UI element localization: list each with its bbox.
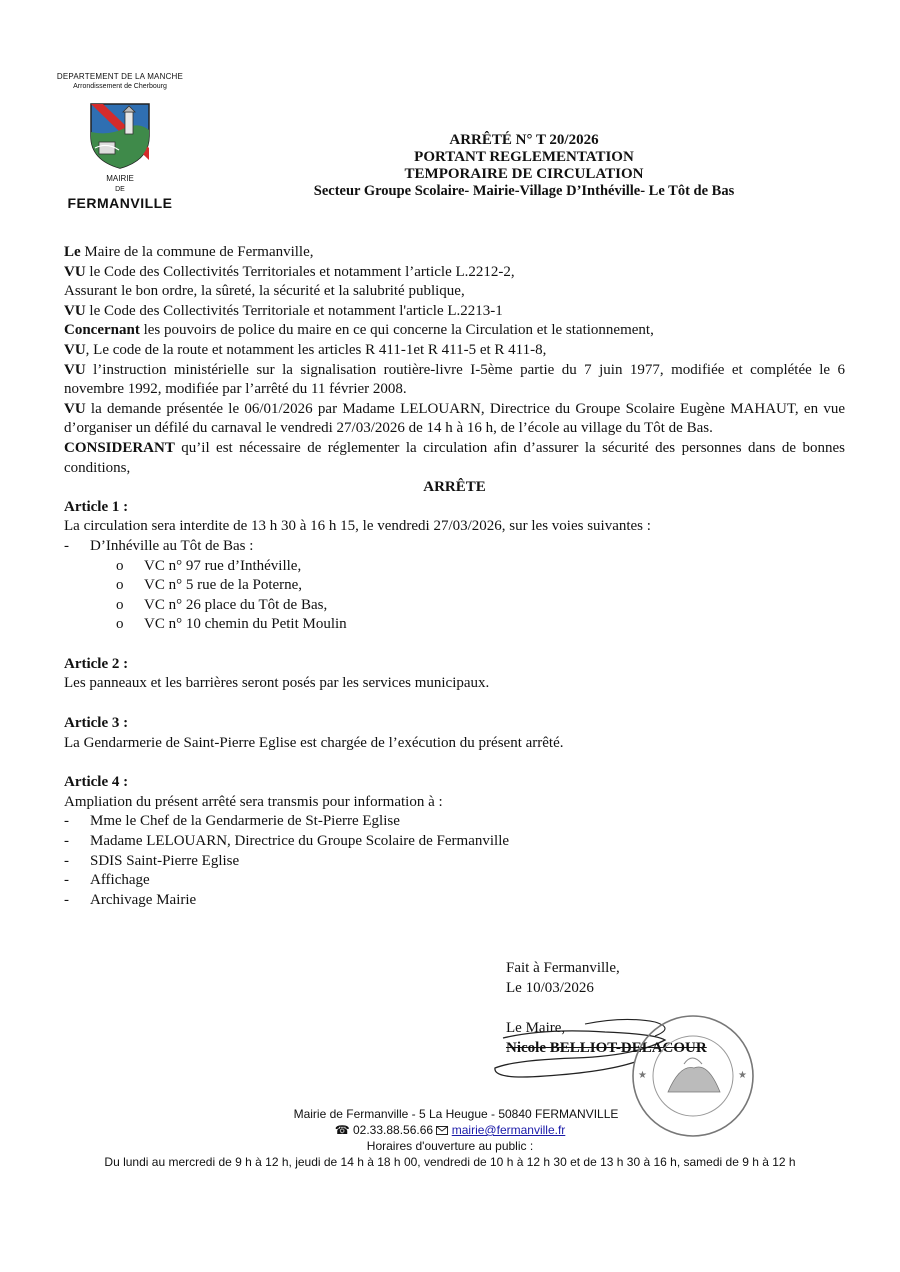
circle-bullet-icon: o xyxy=(116,616,124,633)
de-label: DE xyxy=(115,186,125,193)
article-3-text: La Gendarmerie de Saint-Pierre Eglise est chargée de l’exécution du présent arrêté. xyxy=(64,734,564,751)
list-item xyxy=(64,615,845,635)
footer xyxy=(0,1106,900,1170)
decision-title: ARRÊTE xyxy=(423,479,486,496)
dash-marker: - xyxy=(64,852,69,869)
road-item: VC n° 10 chemin du Petit Moulin xyxy=(144,616,347,633)
mairie-label: MAIRIE xyxy=(106,174,134,183)
recipient-item: SDIS Saint-Pierre Eglise xyxy=(90,852,240,869)
preamble-text: l’instruction ministérielle sur la signalisation routière-livre I-5ème partie du 7 juin 1977, modifiée et complétée le 6 novembre 1992, modifiée par l’arrêté du 11 février 2008. xyxy=(64,361,845,398)
recipient-item: Mme le Chef de la Gendarmerie de St-Pierre Eglise xyxy=(90,813,400,830)
title-line-2: PORTANT REGLEMENTATION xyxy=(414,149,634,165)
list-item xyxy=(64,852,845,872)
signer-name: Nicole BELLIOT-DELACOUR xyxy=(506,1040,707,1056)
list-item xyxy=(64,576,845,596)
footer-hours-title: Horaires d'ouverture au public : xyxy=(366,1139,534,1153)
list-item xyxy=(64,596,845,616)
preamble-text: le Code des Collectivités Territoriale et notamment l'article L.2213-1 xyxy=(85,302,503,319)
document-body xyxy=(64,243,845,910)
footer-hours: Du lundi au mercredi de 9 h à 12 h, jeudi de 14 h à 18 h 00, vendredi de 10 h à 12 h 30 et de 13 h 30 à 16 h, samedi de 9 h à 12 h xyxy=(104,1155,796,1169)
signature-role: Le Maire, xyxy=(506,1020,566,1036)
list-item xyxy=(64,871,845,891)
preamble-lead: VU xyxy=(64,361,86,378)
commune-name: FERMANVILLE xyxy=(67,195,173,211)
preamble-lead: VU xyxy=(64,263,86,280)
preamble-text: Maire de la commune de Fermanville, xyxy=(80,244,314,260)
letterhead xyxy=(40,72,200,211)
circle-bullet-icon: o xyxy=(116,596,124,613)
article-2-heading: Article 2 : xyxy=(64,655,129,672)
fermanville-crest-icon xyxy=(89,102,151,170)
preamble xyxy=(64,243,845,478)
preamble-lead: VU xyxy=(64,400,86,417)
list-item xyxy=(64,812,845,832)
preamble-lead: Concernant xyxy=(64,322,140,339)
preamble-line xyxy=(64,361,845,400)
department-label: DEPARTEMENT DE LA MANCHE xyxy=(56,72,184,81)
preamble-line xyxy=(64,341,845,361)
preamble-text: qu’il est nécessaire de réglementer la circulation afin d’assurer la sécurité des personnes dans de bonnes conditions, xyxy=(64,439,845,476)
mail-icon xyxy=(436,1126,448,1135)
phone-icon: ☎ xyxy=(334,1123,350,1137)
footer-email-link[interactable]: mairie@fermanville.fr xyxy=(451,1123,566,1137)
arrondissement-label: Arrondissement de Cherbourg xyxy=(73,83,167,90)
footer-contact xyxy=(0,1122,900,1138)
article-1-heading: Article 1 : xyxy=(64,498,129,515)
dash-marker: - xyxy=(64,872,69,889)
title-line-4: Secteur Groupe Scolaire- Mairie-Village D’Inthéville- Le Tôt de Bas xyxy=(313,183,735,199)
title-line-3: TEMPORAIRE DE CIRCULATION xyxy=(404,166,644,182)
article-3-heading: Article 3 : xyxy=(64,715,129,732)
preamble-lead: Le xyxy=(64,244,81,260)
article-4-text: Ampliation du présent arrêté sera transmis pour information à : xyxy=(64,793,443,810)
preamble-line xyxy=(64,439,845,478)
preamble-line xyxy=(64,263,845,283)
footer-address: Mairie de Fermanville - 5 La Heugue - 50840 FERMANVILLE xyxy=(293,1107,619,1121)
preamble-text: , Le code de la route et notamment les articles R 411-1et R 411-5 et R 411-8, xyxy=(85,341,547,358)
signature-date: Le 10/03/2026 xyxy=(506,980,594,996)
circle-bullet-icon: o xyxy=(116,557,124,574)
list-item xyxy=(64,557,845,577)
preamble-line xyxy=(64,321,845,341)
article-4-heading: Article 4 : xyxy=(64,774,129,791)
preamble-lead: VU xyxy=(64,341,86,358)
dash-marker: - xyxy=(64,537,69,554)
preamble-line xyxy=(64,282,845,302)
footer-phone: 02.33.88.56.66 xyxy=(352,1123,434,1137)
recipient-item: Affichage xyxy=(90,872,150,889)
preamble-text: le Code des Collectivités Territoriales et notamment l’article L.2212-2, xyxy=(85,263,515,280)
preamble-line xyxy=(64,243,845,263)
recipient-item: Madame LELOUARN, Directrice du Groupe Scolaire de Fermanville xyxy=(90,833,510,850)
title-line-1: ARRÊTÉ N° T 20/2026 xyxy=(449,132,599,148)
article-1-text: La circulation sera interdite de 13 h 30 à 16 h 15, le vendredi 27/03/2026, sur les voies suivantes : xyxy=(64,518,651,535)
svg-text:★: ★ xyxy=(738,1070,747,1081)
document-title xyxy=(240,132,808,200)
preamble-text: Assurant le bon ordre, la sûreté, la sécurité et la salubrité publique, xyxy=(64,283,465,300)
road-item: VC n° 5 rue de la Poterne, xyxy=(144,577,303,594)
road-item: VC n° 26 place du Tôt de Bas, xyxy=(144,596,328,613)
svg-text:★: ★ xyxy=(638,1070,647,1081)
recipient-item: Archivage Mairie xyxy=(90,891,197,908)
dash-marker: - xyxy=(64,891,69,908)
dash-marker: - xyxy=(64,813,69,830)
article-1-section: D’Inhéville au Tôt de Bas : xyxy=(90,537,254,554)
preamble-lead: VU xyxy=(64,302,86,319)
preamble-line xyxy=(64,302,845,322)
signature-place: Fait à Fermanville, xyxy=(506,960,620,976)
road-item: VC n° 97 rue d’Inthéville, xyxy=(144,557,302,574)
list-item xyxy=(64,832,845,852)
list-item xyxy=(64,891,845,911)
article-2-text: Les panneaux et les barrières seront posés par les services municipaux. xyxy=(64,675,490,692)
preamble-text: la demande présentée le 06/01/2026 par Madame LELOUARN, Directrice du Groupe Scolaire Eugène MAHAUT, en vue d’organiser un défilé du carnaval le vendredi 27/03/2026 de 14 h à 16 h, de l’école au village du Tôt de Bas. xyxy=(64,400,845,437)
preamble-lead: CONSIDERANT xyxy=(64,439,175,456)
list-item xyxy=(64,537,845,557)
preamble-text: les pouvoirs de police du maire en ce qui concerne la Circulation et le stationnement, xyxy=(139,322,654,339)
circle-bullet-icon: o xyxy=(116,577,124,594)
preamble-line xyxy=(64,400,845,439)
dash-marker: - xyxy=(64,833,69,850)
